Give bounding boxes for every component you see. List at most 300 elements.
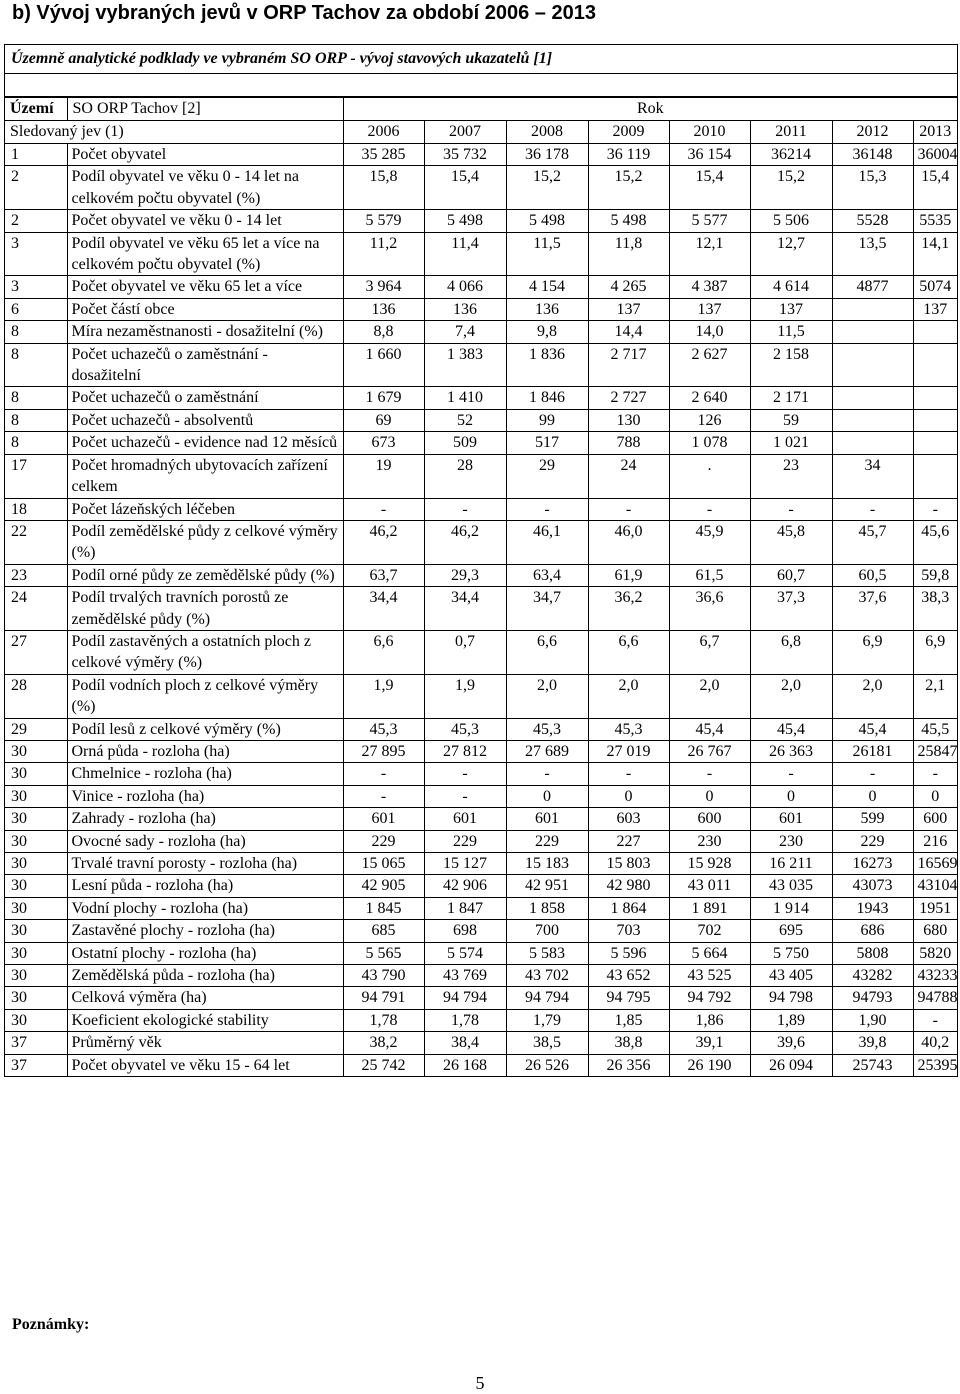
value-cell: 38,4: [424, 1032, 506, 1054]
table-subtitle: Územně analytické podklady ve vybraném SO ORP - vývoj stavových ukazatelů [1]: [5, 45, 957, 74]
row-number: 37: [5, 1054, 67, 1076]
value-cell: 42 980: [588, 875, 669, 897]
value-cell: 1,85: [588, 1009, 669, 1031]
value-cell: 703: [588, 920, 669, 942]
value-cell: 4 614: [750, 276, 832, 298]
value-cell: 601: [750, 808, 832, 830]
value-cell: 14,1: [913, 232, 957, 276]
value-cell: 136: [506, 298, 588, 320]
value-cell: 5 596: [588, 942, 669, 964]
value-cell: 1 679: [343, 387, 424, 409]
value-cell: 2,0: [832, 674, 913, 718]
value-cell: 46,2: [424, 520, 506, 564]
year-header: 2009: [588, 121, 669, 144]
row-number: 2: [5, 166, 67, 210]
table-row: [5, 830, 957, 852]
value-cell: 2 171: [750, 387, 832, 409]
value-cell: 45,4: [669, 718, 750, 740]
value-cell: 27 689: [506, 740, 588, 762]
table-row: [5, 1009, 957, 1031]
value-cell: 43233: [913, 965, 957, 987]
value-cell: 43073: [832, 875, 913, 897]
value-cell: -: [913, 1009, 957, 1031]
row-number: 30: [5, 808, 67, 830]
value-cell: 1 858: [506, 897, 588, 919]
table-row: [5, 498, 957, 520]
row-number: 3: [5, 232, 67, 276]
value-cell: 43 011: [669, 875, 750, 897]
row-number: 6: [5, 298, 67, 320]
value-cell: 15 803: [588, 853, 669, 875]
row-number: 30: [5, 897, 67, 919]
row-label: Počet obyvatel ve věku 15 - 64 let: [67, 1054, 343, 1076]
value-cell: 26 767: [669, 740, 750, 762]
value-cell: -: [506, 763, 588, 785]
value-cell: 34,4: [424, 587, 506, 631]
value-cell: 24: [588, 454, 669, 498]
row-number: 18: [5, 498, 67, 520]
row-label: Podíl vodních ploch z celkové výměry (%): [67, 674, 343, 718]
table-row: [5, 232, 957, 276]
value-cell: -: [669, 498, 750, 520]
value-cell: 1 078: [669, 432, 750, 454]
year-header: 2011: [750, 121, 832, 144]
value-cell: 1 021: [750, 432, 832, 454]
value-cell: 0: [750, 785, 832, 807]
value-cell: 45,3: [343, 718, 424, 740]
value-cell: 26 356: [588, 1054, 669, 1076]
table-row: [5, 630, 957, 674]
value-cell: 2 717: [588, 343, 669, 387]
territory-label: Území: [5, 98, 67, 121]
value-cell: 5 583: [506, 942, 588, 964]
value-cell: -: [588, 498, 669, 520]
value-cell: 1,90: [832, 1009, 913, 1031]
row-number: 17: [5, 454, 67, 498]
value-cell: 13,5: [832, 232, 913, 276]
year-header: 2007: [424, 121, 506, 144]
value-cell: 1 847: [424, 897, 506, 919]
value-cell: 4 387: [669, 276, 750, 298]
value-cell: 517: [506, 432, 588, 454]
value-cell: 5074: [913, 276, 957, 298]
row-label: Počet obyvatel: [67, 144, 343, 166]
value-cell: 45,9: [669, 520, 750, 564]
value-cell: [832, 387, 913, 409]
row-label: Ovocné sady - rozloha (ha): [67, 830, 343, 852]
value-cell: 8,8: [343, 321, 424, 343]
value-cell: 1 846: [506, 387, 588, 409]
value-cell: 12,7: [750, 232, 832, 276]
value-cell: 69: [343, 409, 424, 431]
value-cell: [913, 432, 957, 454]
value-cell: 38,8: [588, 1032, 669, 1054]
value-cell: 45,8: [750, 520, 832, 564]
row-label: Podíl obyvatel ve věku 0 - 14 let na celkovém počtu obyvatel (%): [67, 166, 343, 210]
value-cell: 15,4: [669, 166, 750, 210]
table-row: [5, 808, 957, 830]
value-cell: 43 769: [424, 965, 506, 987]
indicator-table-frame: [4, 44, 958, 1077]
value-cell: 698: [424, 920, 506, 942]
row-label: Počet hromadných ubytovacích zařízení celkem: [67, 454, 343, 498]
row-number: 8: [5, 343, 67, 387]
value-cell: 6,7: [669, 630, 750, 674]
table-row: [5, 1032, 957, 1054]
value-cell: 601: [343, 808, 424, 830]
value-cell: 43 790: [343, 965, 424, 987]
row-number: 30: [5, 853, 67, 875]
value-cell: 38,3: [913, 587, 957, 631]
value-cell: [832, 321, 913, 343]
indicator-label: Sledovaný jev (1): [5, 121, 343, 144]
value-cell: 1 836: [506, 343, 588, 387]
table-row: [5, 409, 957, 431]
row-label: Orná půda - rozloha (ha): [67, 740, 343, 762]
value-cell: 599: [832, 808, 913, 830]
value-cell: 5 565: [343, 942, 424, 964]
row-label: Počet obyvatel ve věku 0 - 14 let: [67, 210, 343, 232]
value-cell: 15,2: [506, 166, 588, 210]
value-cell: 36214: [750, 144, 832, 166]
value-cell: 0: [832, 785, 913, 807]
value-cell: 15,8: [343, 166, 424, 210]
value-cell: 60,7: [750, 564, 832, 586]
value-cell: 26 168: [424, 1054, 506, 1076]
value-cell: 2,0: [750, 674, 832, 718]
value-cell: 36004: [913, 144, 957, 166]
value-cell: 46,0: [588, 520, 669, 564]
year-header: 2012: [832, 121, 913, 144]
value-cell: 38,5: [506, 1032, 588, 1054]
value-cell: 43 525: [669, 965, 750, 987]
value-cell: [913, 454, 957, 498]
value-cell: 0: [913, 785, 957, 807]
table-row: [5, 965, 957, 987]
value-cell: 94 795: [588, 987, 669, 1009]
value-cell: 39,6: [750, 1032, 832, 1054]
value-cell: 61,5: [669, 564, 750, 586]
row-label: Podíl obyvatel ve věku 65 let a více na celkovém počtu obyvatel (%): [67, 232, 343, 276]
row-label: Chmelnice - rozloha (ha): [67, 763, 343, 785]
year-header-row: [5, 121, 957, 144]
year-label: Rok: [343, 98, 957, 121]
row-label: Počet lázeňských léčeben: [67, 498, 343, 520]
row-number: 22: [5, 520, 67, 564]
table-row: [5, 520, 957, 564]
value-cell: 1 410: [424, 387, 506, 409]
row-number: 8: [5, 409, 67, 431]
row-number: 28: [5, 674, 67, 718]
value-cell: 36 178: [506, 144, 588, 166]
row-number: 8: [5, 387, 67, 409]
value-cell: 45,3: [588, 718, 669, 740]
value-cell: 46,2: [343, 520, 424, 564]
value-cell: 25847: [913, 740, 957, 762]
value-cell: 94 798: [750, 987, 832, 1009]
value-cell: .: [669, 454, 750, 498]
value-cell: 2 727: [588, 387, 669, 409]
table-row: [5, 897, 957, 919]
value-cell: 52: [424, 409, 506, 431]
table-row: [5, 740, 957, 762]
value-cell: 6,6: [506, 630, 588, 674]
value-cell: 5808: [832, 942, 913, 964]
row-number: 30: [5, 942, 67, 964]
value-cell: 43 035: [750, 875, 832, 897]
row-label: Trvalé travní porosty - rozloha (ha): [67, 853, 343, 875]
table-row: [5, 321, 957, 343]
row-label: Počet uchazečů o zaměstnání: [67, 387, 343, 409]
row-number: 30: [5, 987, 67, 1009]
indicator-rows: [5, 144, 957, 1077]
row-label: Počet obyvatel ve věku 65 let a více: [67, 276, 343, 298]
value-cell: 16273: [832, 853, 913, 875]
row-number: 30: [5, 875, 67, 897]
table-row: [5, 587, 957, 631]
value-cell: 36 154: [669, 144, 750, 166]
section-heading: b) Vývoj vybraných jevů v ORP Tachov za období 2006 – 2013: [12, 2, 596, 24]
value-cell: 42 951: [506, 875, 588, 897]
row-number: 3: [5, 276, 67, 298]
value-cell: 673: [343, 432, 424, 454]
value-cell: 680: [913, 920, 957, 942]
value-cell: 2,0: [506, 674, 588, 718]
row-number: 37: [5, 1032, 67, 1054]
value-cell: 229: [506, 830, 588, 852]
row-number: 30: [5, 920, 67, 942]
value-cell: 1 383: [424, 343, 506, 387]
value-cell: 229: [343, 830, 424, 852]
row-label: Celková výměra (ha): [67, 987, 343, 1009]
value-cell: 15,4: [424, 166, 506, 210]
value-cell: 216: [913, 830, 957, 852]
territory-header-row: [5, 98, 957, 121]
value-cell: 702: [669, 920, 750, 942]
value-cell: 0: [506, 785, 588, 807]
row-number: 27: [5, 630, 67, 674]
value-cell: 1,9: [343, 674, 424, 718]
value-cell: -: [424, 498, 506, 520]
value-cell: 11,4: [424, 232, 506, 276]
value-cell: 36,2: [588, 587, 669, 631]
value-cell: 15 928: [669, 853, 750, 875]
value-cell: 94 794: [424, 987, 506, 1009]
row-number: 2: [5, 210, 67, 232]
value-cell: 12,1: [669, 232, 750, 276]
value-cell: 11,5: [506, 232, 588, 276]
value-cell: 5 506: [750, 210, 832, 232]
value-cell: 15 065: [343, 853, 424, 875]
value-cell: 29: [506, 454, 588, 498]
value-cell: -: [343, 785, 424, 807]
row-label: Lesní půda - rozloha (ha): [67, 875, 343, 897]
value-cell: 42 906: [424, 875, 506, 897]
table-row: [5, 763, 957, 785]
value-cell: 137: [669, 298, 750, 320]
table-row: [5, 298, 957, 320]
value-cell: -: [913, 763, 957, 785]
value-cell: 1 864: [588, 897, 669, 919]
value-cell: 27 019: [588, 740, 669, 762]
value-cell: [832, 343, 913, 387]
row-number: 30: [5, 763, 67, 785]
value-cell: 37,3: [750, 587, 832, 631]
value-cell: 686: [832, 920, 913, 942]
table-row: [5, 718, 957, 740]
value-cell: 16 211: [750, 853, 832, 875]
page-number: 5: [475, 1373, 485, 1393]
table-row: [5, 387, 957, 409]
value-cell: 603: [588, 808, 669, 830]
value-cell: 14,4: [588, 321, 669, 343]
row-number: 29: [5, 718, 67, 740]
value-cell: 35 285: [343, 144, 424, 166]
value-cell: 15 127: [424, 853, 506, 875]
value-cell: 1 914: [750, 897, 832, 919]
value-cell: 36,6: [669, 587, 750, 631]
value-cell: -: [832, 498, 913, 520]
value-cell: 43104: [913, 875, 957, 897]
value-cell: 600: [913, 808, 957, 830]
value-cell: 63,7: [343, 564, 424, 586]
value-cell: 25743: [832, 1054, 913, 1076]
value-cell: 0,7: [424, 630, 506, 674]
table-row: [5, 875, 957, 897]
row-number: 23: [5, 564, 67, 586]
table-row: [5, 144, 957, 166]
value-cell: 1,9: [424, 674, 506, 718]
value-cell: 40,2: [913, 1032, 957, 1054]
value-cell: 229: [424, 830, 506, 852]
value-cell: 45,3: [424, 718, 506, 740]
value-cell: 94788: [913, 987, 957, 1009]
row-number: 30: [5, 740, 67, 762]
value-cell: 61,9: [588, 564, 669, 586]
value-cell: 5 750: [750, 942, 832, 964]
value-cell: 27 895: [343, 740, 424, 762]
value-cell: 94 791: [343, 987, 424, 1009]
value-cell: 6,6: [343, 630, 424, 674]
value-cell: 26 363: [750, 740, 832, 762]
table-row: [5, 343, 957, 387]
table-row: [5, 853, 957, 875]
value-cell: 600: [669, 808, 750, 830]
value-cell: 5528: [832, 210, 913, 232]
value-cell: 11,8: [588, 232, 669, 276]
value-cell: 1 660: [343, 343, 424, 387]
row-label: Podíl trvalých travních porostů ze zemědělské půdy (%): [67, 587, 343, 631]
value-cell: 136: [424, 298, 506, 320]
value-cell: 137: [588, 298, 669, 320]
table-row: [5, 432, 957, 454]
row-label: Koeficient ekologické stability: [67, 1009, 343, 1031]
value-cell: 7,4: [424, 321, 506, 343]
value-cell: 63,4: [506, 564, 588, 586]
value-cell: 685: [343, 920, 424, 942]
year-header: 2008: [506, 121, 588, 144]
row-label: Počet uchazečů - absolventů: [67, 409, 343, 431]
value-cell: 39,1: [669, 1032, 750, 1054]
row-number: 1: [5, 144, 67, 166]
value-cell: 36148: [832, 144, 913, 166]
value-cell: -: [343, 498, 424, 520]
value-cell: 6,6: [588, 630, 669, 674]
value-cell: 601: [424, 808, 506, 830]
value-cell: 38,2: [343, 1032, 424, 1054]
value-cell: 227: [588, 830, 669, 852]
value-cell: 11,2: [343, 232, 424, 276]
value-cell: 42 905: [343, 875, 424, 897]
value-cell: 230: [750, 830, 832, 852]
value-cell: 39,8: [832, 1032, 913, 1054]
row-number: 30: [5, 965, 67, 987]
value-cell: 34: [832, 454, 913, 498]
value-cell: 695: [750, 920, 832, 942]
value-cell: 3 964: [343, 276, 424, 298]
value-cell: -: [506, 498, 588, 520]
value-cell: 26 190: [669, 1054, 750, 1076]
value-cell: 19: [343, 454, 424, 498]
value-cell: [913, 387, 957, 409]
value-cell: 23: [750, 454, 832, 498]
value-cell: 26181: [832, 740, 913, 762]
year-header: 2013: [913, 121, 957, 144]
value-cell: [913, 321, 957, 343]
value-cell: 4 154: [506, 276, 588, 298]
value-cell: 5 498: [424, 210, 506, 232]
table-row: [5, 166, 957, 210]
row-number: 30: [5, 830, 67, 852]
row-label: Počet částí obce: [67, 298, 343, 320]
value-cell: 6,9: [913, 630, 957, 674]
value-cell: 25395: [913, 1054, 957, 1076]
value-cell: 126: [669, 409, 750, 431]
value-cell: 0: [588, 785, 669, 807]
row-label: Míra nezaměstnanosti - dosažitelní (%): [67, 321, 343, 343]
value-cell: 5820: [913, 942, 957, 964]
value-cell: -: [424, 785, 506, 807]
row-number: 30: [5, 1009, 67, 1031]
value-cell: 5 579: [343, 210, 424, 232]
territory-value: SO ORP Tachov [2]: [67, 98, 343, 121]
value-cell: 59,8: [913, 564, 957, 586]
value-cell: 43 702: [506, 965, 588, 987]
value-cell: 26 526: [506, 1054, 588, 1076]
value-cell: 45,7: [832, 520, 913, 564]
value-cell: 16569: [913, 853, 957, 875]
value-cell: 15 183: [506, 853, 588, 875]
value-cell: 136: [343, 298, 424, 320]
value-cell: 5 498: [506, 210, 588, 232]
value-cell: 2,1: [913, 674, 957, 718]
value-cell: -: [750, 763, 832, 785]
table-row: [5, 454, 957, 498]
value-cell: 15,3: [832, 166, 913, 210]
year-header: 2006: [343, 121, 424, 144]
value-cell: 230: [669, 830, 750, 852]
value-cell: 5 664: [669, 942, 750, 964]
value-cell: 15,2: [750, 166, 832, 210]
value-cell: 0: [669, 785, 750, 807]
row-label: Průměrný věk: [67, 1032, 343, 1054]
value-cell: 1 845: [343, 897, 424, 919]
value-cell: 94 792: [669, 987, 750, 1009]
value-cell: 45,4: [832, 718, 913, 740]
value-cell: 34,7: [506, 587, 588, 631]
value-cell: [832, 298, 913, 320]
table-row: [5, 1054, 957, 1076]
